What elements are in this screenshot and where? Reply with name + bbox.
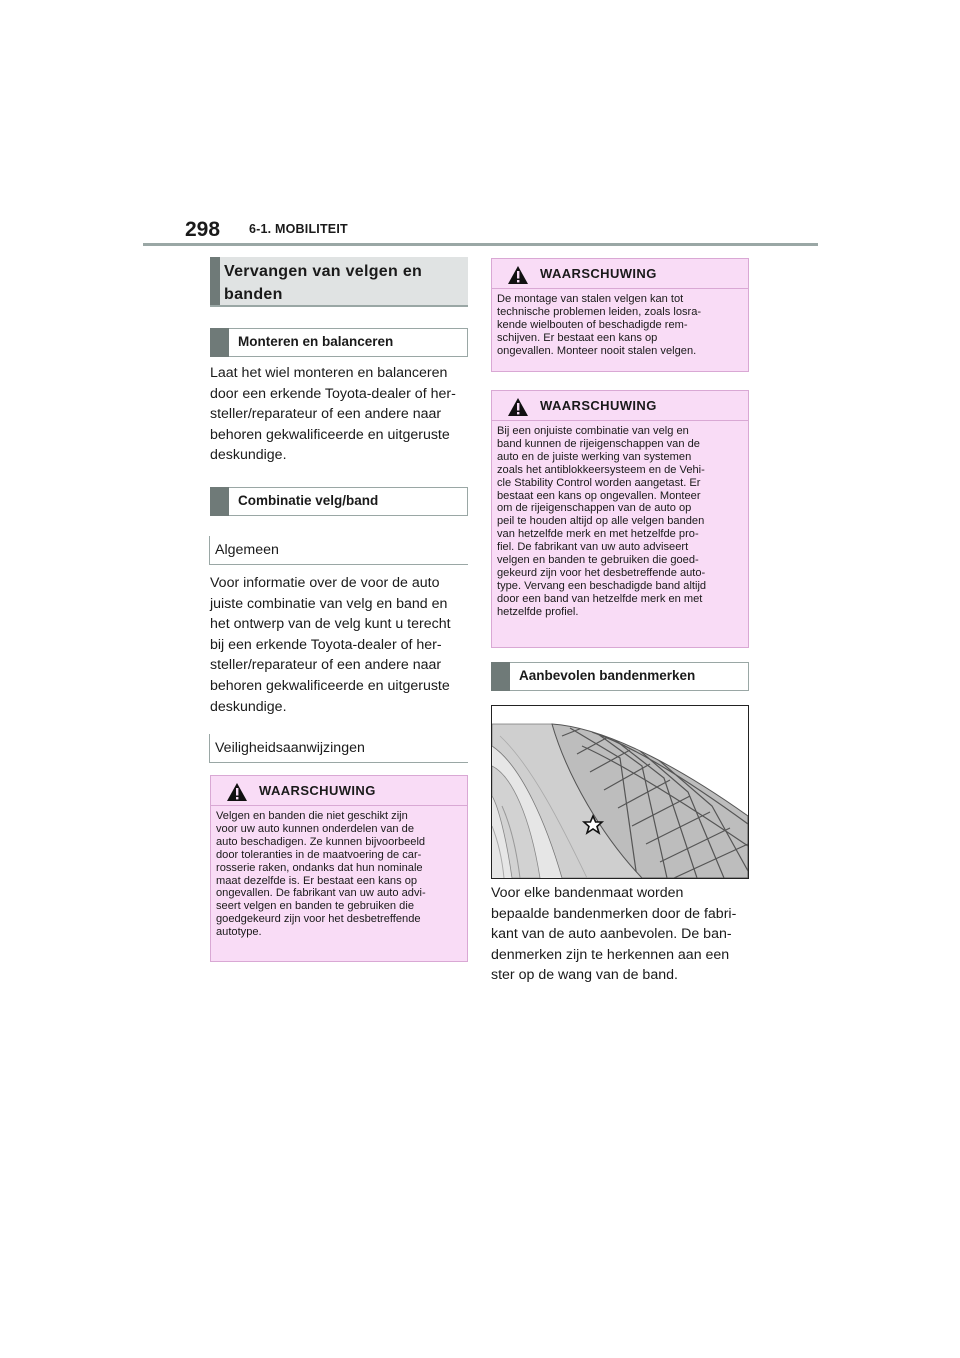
text-line: cle Stability Control worden aangetast. Er (497, 476, 701, 489)
text-line: Voor informatie over de voor de auto (210, 575, 440, 591)
tire-illustration (491, 705, 749, 879)
text-line: door een band van hetzelfde merk en met (497, 592, 703, 605)
section-heading-line: banden (224, 286, 283, 303)
text-line: bij een erkende Toyota-dealer of her- (210, 636, 442, 653)
text-line: goedgekeurd zijn voor het desbetreffende (216, 913, 421, 926)
text-line: Voor elke bandenmaat worden (491, 885, 684, 901)
text-line: het ontwerp van de velg kunt u terecht (210, 616, 451, 633)
text-line: auto beschadigen. Ze kunnen bijvoorbeeld (216, 835, 426, 848)
text-line: seert velgen en banden te gebruiken die (216, 900, 414, 913)
tire-drawing (492, 706, 748, 878)
warning-box-velgen (210, 775, 468, 962)
section-heading (210, 257, 468, 307)
subheading-bar (210, 328, 229, 357)
text-line: Velgen en banden die niet geschikt zijn (216, 810, 408, 822)
text-line: bepaalde bandenmerken door de fabri- (491, 905, 737, 922)
section-heading-bar (210, 257, 220, 305)
text-line: type. Vervang een beschadigde band altijd (497, 579, 707, 592)
warning-icon (507, 265, 529, 285)
text-line: juiste combinatie van velg en band en (210, 595, 448, 612)
text-line: zoals het antiblokkeersysteem en de Vehi- (497, 463, 705, 476)
subheading-monteren (210, 328, 468, 357)
text-line: bestaat een kans op ongevallen. Monteer (497, 489, 701, 502)
header-rule (143, 243, 818, 246)
text-line: door toleranties in de maatvoering de car- (216, 848, 422, 861)
text-line: Laat het wiel monteren en balanceren (210, 365, 448, 381)
warning-body (216, 810, 461, 939)
text-line: velgen en banden te gebruiken die goed- (497, 554, 699, 567)
plain-heading-text: Veiligheidsaanwijzingen (215, 740, 365, 756)
warning-header (211, 776, 467, 806)
text-line: ster op de wang van de band. (491, 967, 678, 984)
paragraph-monteren (210, 363, 472, 466)
subheading-bar (210, 487, 229, 516)
subheading-text: Monteren en balanceren (238, 334, 394, 349)
text-line: gekeurd zijn voor het desbetreffende auto- (497, 566, 706, 579)
text-line: deskundige. (210, 698, 287, 715)
text-line: denmerken zijn te herkennen aan een (491, 946, 730, 963)
text-line: technische problemen leiden, zoals losra- (497, 305, 702, 318)
warning-body (497, 425, 742, 619)
text-line: ongevallen. De fabrikant van uw auto advi- (216, 887, 426, 900)
text-line: schijven. Er bestaat een kans op (497, 331, 658, 344)
text-line: fiel. De fabrikant van uw auto adviseert (497, 541, 689, 554)
warning-title: WAARSCHUWING (259, 783, 376, 798)
text-line: maat dezelfde is. Er bestaat een kans op (216, 874, 418, 887)
warning-title: WAARSCHUWING (540, 266, 657, 281)
paragraph-combinatie (210, 573, 472, 717)
text-line: behoren gekwalificeerde en uitgeruste (210, 677, 450, 694)
text-line: behoren gekwalificeerde en uitgeruste (210, 426, 450, 443)
text-line: om de rijeigenschappen van de auto op (497, 502, 692, 515)
text-line: kant van de auto aanbevolen. De ban- (491, 926, 732, 943)
text-line: autotype. (216, 926, 262, 939)
plain-heading-algemeen (209, 536, 468, 565)
text-line: kende wielbouten of beschadigde rem- (497, 318, 688, 331)
text-line: door een erkende Toyota-dealer of her- (210, 385, 456, 402)
page-number: 298 (185, 218, 221, 241)
section-heading-line: Vervangen van velgen en (224, 263, 423, 280)
warning-icon (226, 782, 248, 802)
subheading-combinatie (210, 487, 468, 516)
text-line: van hetzelfde merk en met hetzelfde pro- (497, 528, 699, 541)
warning-header (492, 391, 748, 421)
text-line: De montage van stalen velgen kan tot (497, 293, 684, 305)
text-line: auto en de juiste werking van systemen (497, 450, 692, 463)
section-label: 6-1. MOBILITEIT (249, 222, 348, 236)
text-line: steller/reparateur of een andere naar (210, 406, 442, 423)
subheading-text: Combinatie velg/band (238, 493, 379, 508)
text-line: deskundige. (210, 447, 287, 464)
warning-header (492, 259, 748, 289)
subheading-aanbevolen (491, 662, 749, 691)
warning-title: WAARSCHUWING (540, 398, 657, 413)
warning-box-combinatie (491, 390, 749, 648)
section-heading-text (224, 260, 422, 306)
plain-heading-text: Algemeen (215, 542, 279, 558)
warning-body (497, 293, 742, 358)
paragraph-aanbevolen (491, 883, 753, 986)
plain-heading-veiligheid (209, 734, 468, 763)
warning-icon (507, 397, 529, 417)
text-line: rosserie raken, ondanks dat hun nominale (216, 861, 423, 874)
text-line: voor uw auto kunnen onderdelen van de (216, 822, 414, 835)
warning-box-stalen-velgen (491, 258, 749, 372)
text-line: Bij een onjuiste combinatie van velg en (497, 425, 689, 437)
text-line: hetzelfde profiel. (497, 605, 579, 618)
text-line: ongevallen. Monteer nooit stalen velgen. (497, 344, 697, 357)
text-line: peil te houden altijd op alle velgen banden (497, 515, 705, 528)
text-line: steller/reparateur of een andere naar (210, 657, 442, 674)
subheading-text: Aanbevolen bandenmerken (519, 668, 696, 683)
text-line: band kunnen de rijeigenschappen van de (497, 437, 700, 450)
subheading-bar (491, 662, 510, 691)
